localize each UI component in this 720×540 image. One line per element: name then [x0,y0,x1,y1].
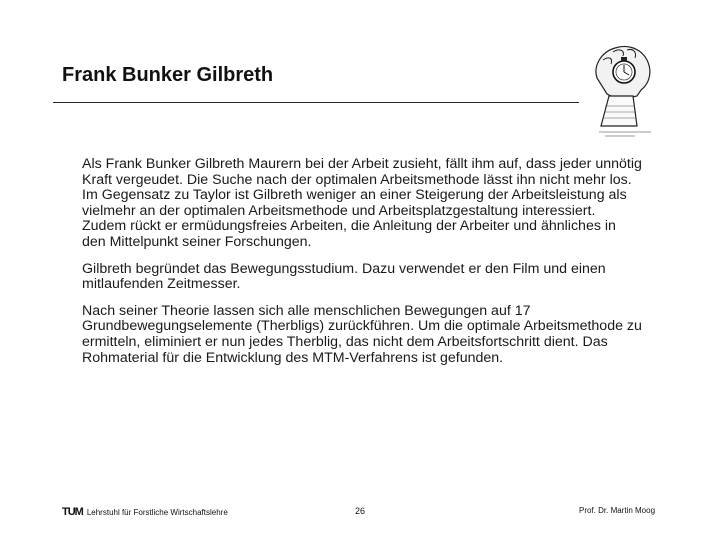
paragraph-3: Nach seiner Theorie lassen sich alle menschlichen Bewegungen auf 17 Grundbewegungselemente (Therbligs) zurückführen. Um die optimale Arbeitsmethode zu ermitteln, eliminiert er nun jedes Therblig, das nicht dem Arbeitsfortschritt dient. Das Rohmaterial für die Entwicklung des MTM-Verfahrens ist gefunden. [82,302,642,366]
paragraph-2: Gilbreth begründet das Bewegungsstudium. Dazu verwendet er den Film und einen mitlaufenden Zeitmesser. [82,260,606,293]
hand-stopwatch-drawing [579,38,669,146]
page-number: 26 [355,506,366,516]
footer-author: Prof. Dr. Martin Moog [579,506,656,515]
paragraph-1: Als Frank Bunker Gilbreth Maurern bei der Arbeit zusieht, fällt ihm auf, dass jeder unnötig Kraft vergeudet. Die Suche nach der optimalen Arbeitsmethode lässt ihn nicht mehr los. Im Gegensatz zu Taylor ist Gilbreth weniger an einer Steigerung der Arbeitsleistung als vielmehr an der optimalen Arbeitsmethode und Arbeitsplatzgestaltung interessiert. Zudem rückt er ermüdungsfreies Arbeiten, die Anleitung der Arbeiter und ähnliches in den Mittelpunkt seiner Forschungen. [82,156,642,250]
footer-department [62,506,228,518]
department-name: Lehrstuhl für Forstliche Wirtschaftslehre [86,507,228,517]
gilbreth-illustration [579,38,669,146]
title-divider [53,102,668,103]
slide-title: Frank Bunker Gilbreth [62,64,274,86]
body-text [82,157,642,377]
tum-logo: TUM [62,506,83,518]
